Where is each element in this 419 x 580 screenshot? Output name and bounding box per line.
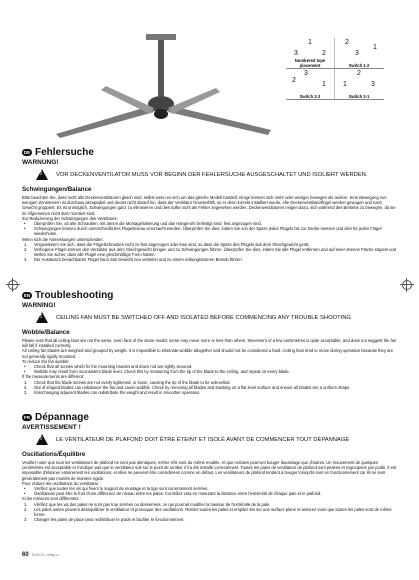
warning-box xyxy=(36,312,397,323)
paragraph: Please note that all ceiling fans are not the same, even fans of the same model; some may move more or less than others. Movement of a few centimetres is quite acceptable, and does not suggest the fan will fall if installed correctly. xyxy=(22,338,397,349)
numbered-text: Out of shaped blades can unbalance the fan and cause wobble. Check by removing all blades and stacking on a flat level surface and ensure all blades are a uniform shape. xyxy=(34,384,351,390)
paragraph: Zur Reduzierung der Schwingungen des Ventilators: xyxy=(22,215,118,221)
warning-text: VOR DECKENVENTILATOR MUSS VOR BEGINN DER FEHLERSUCHE AUSGESCHALTET UND ISOLIERT WERDEN. xyxy=(56,171,368,178)
language-badge: EN xyxy=(23,293,31,298)
warning-word: WARNING! xyxy=(22,302,56,309)
paragraph: Pour réduire les oscillations du ventilateur : xyxy=(22,480,101,486)
registration-mark-left xyxy=(8,280,18,290)
warning-box xyxy=(36,169,397,180)
bullet-text: Schwingungen können durch unterschiedliches Flügelniveau verursacht werden. Überprüfen Sie dies, indem Sie von der Spitze jedes Flügels bis zur Decke messen und dies für jeden Flügel wiederholen. xyxy=(34,226,382,237)
digit: 3 xyxy=(355,50,359,57)
ceiling-fan-illustration xyxy=(46,34,276,144)
section-title: Troubleshooting xyxy=(35,290,114,301)
digit: 3 xyxy=(371,81,375,88)
warning-word: WARNUNG! xyxy=(22,159,59,166)
paragraph: Wenn sich die Abmessungen unterscheiden: xyxy=(22,236,104,242)
switch-diagram xyxy=(286,38,384,100)
numbered-item: 3. Interchanging adjacent blades can redistribute the weight and result in smoother operation. xyxy=(24,390,201,396)
bullet-text: Wobble may result from inconsistent blade level. Check this by measuring from the tip of the blade to the ceiling, and repeat on every blade. xyxy=(34,369,290,375)
numbered-item: 3. Der Austausch benachbarter Flügel kann das Gewicht neu verteilen und zu einem reibungsloseren Betrieb führen. xyxy=(24,257,243,263)
bullet-text: Oscillations peut être le fruit d'une différence de niveau entre les pales. Contrôlez cela en mesurant la distance entre l'extrémité de chaque pale et le plafond. xyxy=(34,491,322,497)
bullet-text: Vérifiez que toutes les vis qui fixent le support de montage et la tige sont correctement serrées. xyxy=(34,486,209,492)
language-badge: FR xyxy=(24,415,30,420)
paragraph: If the measurements are different: xyxy=(22,374,85,380)
bullet-item: • Check that all screws which fix the mounting bracket and down rod are tightly secured. xyxy=(24,364,193,370)
bullet-item: • Wobble may result from inconsistent blade level. Check this by measuring from the tip of the blade to the ceiling, and repeat on every blade. xyxy=(24,369,290,375)
section-title: Dépannage xyxy=(35,412,89,423)
bullet-item: • Schwingungen können durch unterschiedliches Flügelniveau verursacht werden. Überprüfen Sie dies, indem Sie von der Spitze jedes Flügels bis zur Decke messen und dies für jeden Flügel wiederholen. xyxy=(22,226,397,236)
warning-text: LE VENTILATEUR DE PLAFOND DOIT ÊTRE ÉTEINT ET ISOLÉ AVANT DE COMMENCER TOUT DÉPANNAGE xyxy=(56,436,350,443)
numbered-item: 2. Les pales usées peuvent déséquilibrer le ventilateur et provoquer des oscillations. Retirez toutes les pales et empilez-les sur une surface plane et assurez-vous que toutes les pales sont de même forme. xyxy=(22,507,397,517)
numbered-item: 2. Verbogene Flügel können den Ventilator aus dem Gleichgewicht bringen und zu Schwingungen führen. Überprüfen Sie dies, indem Sie alle Flügel entfernen und auf einer ebenen Fläche stapeln und stellen Sie sicher, dass alle Flügel eine gleichmäßige Form haben. xyxy=(24,247,397,258)
page-number: 60 xyxy=(22,552,29,558)
paragraph: All ceiling fan blades are weighed and grouped by weight. It is impossible to eliminate wobble altogether and should not be considered a fault. Ceiling fans tend to move during operation because they are not generally rigidly mounted. xyxy=(22,348,394,359)
footer-brand: KUDOS | lebig.nz xyxy=(31,553,60,557)
digit: 1 xyxy=(373,44,377,51)
numbered-text: Check that the blade screws are not overly tightened, or loose, causing the tip of the blade to be unlevelled. xyxy=(34,379,231,385)
bullet-item: • Überprüfen Sie, ob alle Schrauben, mit denen die Montagehalterung und das Hängerohr befestigt sind, fest angezogen sind. xyxy=(24,221,262,227)
digit: 2 xyxy=(292,77,296,84)
digit: 2 xyxy=(345,39,349,46)
paragraph: Si les mesures sont différentes : xyxy=(22,496,81,502)
section-fr xyxy=(22,412,397,522)
bullet-text: Check that all screws which fix the mounting bracket and down rod are tightly secured. xyxy=(34,364,193,370)
warning-triangle-icon: ! xyxy=(36,169,48,180)
numbered-item: 2. Out of shaped blades can unbalance the fan and cause wobble. Check by removing all blades and stacking on a flat level surface and ensure all blades are a uniform shape. xyxy=(24,384,351,390)
numbered-text: Der Austausch benachbarter Flügel kann das Gewicht neu verteilen und zu einem reibungsloseren Betrieb führen. xyxy=(34,257,243,263)
section-header xyxy=(22,412,397,423)
switch-panel-1-2 xyxy=(335,38,383,68)
digit: 1 xyxy=(322,81,326,88)
digit: 3 xyxy=(294,50,298,57)
subheading: Wobble/Balance xyxy=(22,329,70,336)
section-title: Fehlersuche xyxy=(35,147,94,158)
switch-caption: Switch 3-1 xyxy=(348,94,370,99)
switch-panel-tape xyxy=(286,38,335,68)
warning-text: CEILING FAN MUST BE SWITCHED OFF AND ISOLATED BEFORE COMMENCING ANY TROUBLE SHOOTING xyxy=(56,314,351,321)
numbered-item: 1. Vergewissern Sie sich, dass die Flügelschrauben nicht zu fest angezogen oder lose sind, so dass die Spitze des Flügels aus dem Gleichgewicht gerät. xyxy=(24,241,310,247)
paragraph: Bitte beachten Sie, dass nicht alle Deckenventilatoren gleich sind, selbst wenn es sich um das gleiche Modell handelt; einige können sich mehr oder weniger bewegen als andere. Eine Bewegung von wenigen Zentimetern ist durchaus akzeptabel und deutet nicht darauf hin, dass der Ventilator hinunterfällt, so er denn korrekt installiert wurde. Alle Deckenventilatorflügel werden gewogen und nach Gewicht gruppiert. Es ist unmöglich, Schwingungen ganz zu eliminieren und dies sollte nicht als Fehler angesehen werden. Deckenventilatoren neigen dazu, sich während des Betriebs zu bewegen, da sie im Allgemeinen nicht starr montiert sind. xyxy=(22,195,396,216)
page-footer xyxy=(22,552,59,558)
section-header xyxy=(22,290,397,301)
digit: 2 xyxy=(322,50,326,57)
section-de xyxy=(22,147,397,263)
digit: 1 xyxy=(343,81,347,88)
paragraph: To reduce the fan wobble: xyxy=(22,358,70,364)
switch-caption: Numbered tape placement xyxy=(294,58,326,68)
registration-mark-right xyxy=(402,280,412,290)
numbered-text: Les pales usées peuvent déséquilibrer le ventilateur et provoquer des oscillations. Retirez toutes les pales et empilez-les sur une surface plane et assurez-vous que toutes les pales sont de même forme. xyxy=(34,506,392,518)
bullet-text: Überprüfen Sie, ob alle Schrauben, mit denen die Montagehalterung und das Hängerohr befestigt sind, fest angezogen sind. xyxy=(34,221,262,227)
warning-box xyxy=(36,434,397,445)
switch-panel-3-1 xyxy=(335,69,383,99)
numbered-text: Interchanging adjacent blades can redistribute the weight and result in smoother operation. xyxy=(34,390,201,396)
numbered-item: 1. Vérifiez que les vis des pales ne sont pas trop serrées ou desserrées, ce qui pourrait modifier la hauteur de l'extrémité de la pale. xyxy=(24,501,271,507)
section-header xyxy=(22,147,397,158)
numbered-text: Vergewissern Sie sich, dass die Flügelschrauben nicht zu fest angezogen oder lose sind, so dass die Spitze des Flügels aus dem Gleichgewicht gerät. xyxy=(34,241,310,247)
bullet-item: • Oscillations peut être le fruit d'une différence de niveau entre les pales. Contrôlez cela en mesurant la distance entre l'extrémité de chaque pale et le plafond. xyxy=(24,491,322,497)
bullet-item: • Vérifiez que toutes les vis qui fixent le support de montage et la tige sont correctement serrées. xyxy=(24,486,209,492)
paragraph: Veuillez noter que tous les ventilateurs de plafond ne sont pas identiques, même s'ils sont du même modèle, et que certains pourront bouger davantage que d'autres. Un mouvement de quelques centimètres est acceptable et n'indique pas que le ventilateur soit sur le point de tomber s'il a été installé correctement. Toutes les pales de ventilateur de plafond sont pesées et regroupées par poids. Il est impossible d'éliminer entièrement les oscillations, et elles ne peuvent être considérées comme un défaut. Les ventilateurs de plafond tendent à bouger lorsqu'ils sont en fonctionnement car ils ne sont généralement pas montés de manière rigide. xyxy=(22,460,397,481)
switch-caption: Switch 1-2 xyxy=(348,63,370,68)
warning-triangle-icon: ! xyxy=(36,434,48,445)
subheading: Oscillations/Équilibre xyxy=(22,451,86,458)
digit: 1 xyxy=(308,39,312,46)
digit: 2 xyxy=(357,70,361,77)
numbered-text: Changer les pales de place peut redistribuer le poids et faciliter le fonctionnement. xyxy=(34,517,185,523)
numbered-item: 1. Check that the blade screws are not overly tightened, or loose, causing the tip of the blade to be unlevelled. xyxy=(24,379,231,385)
numbered-text: Vérifiez que les vis des pales ne sont pas trop serrées ou desserrées, ce qui pourrait modifier la hauteur de l'extrémité de la pale. xyxy=(34,501,271,507)
warning-word: AVERTISSEMENT ! xyxy=(22,424,81,431)
switch-caption: Switch 2-3 xyxy=(299,94,321,99)
numbered-item: 3. Changer les pales de place peut redistribuer le poids et faciliter le fonctionnement. xyxy=(24,517,185,523)
section-en xyxy=(22,290,397,395)
language-badge: DE xyxy=(23,150,31,155)
numbered-text: Verbogene Flügel können den Ventilator aus dem Gleichgewicht bringen und zu Schwingungen führen. Überprüfen Sie dies, indem Sie alle Flügel entfernen und auf einer ebenen Fläche stapeln und stellen Sie sicher, dass alle Flügel eine gleichmäßige Form haben. xyxy=(34,247,397,258)
digit: 3 xyxy=(304,70,308,77)
switch-panel-2-3 xyxy=(286,69,335,99)
warning-triangle-icon: ! xyxy=(36,312,48,323)
subheading: Schwingungen/Balance xyxy=(22,186,92,193)
